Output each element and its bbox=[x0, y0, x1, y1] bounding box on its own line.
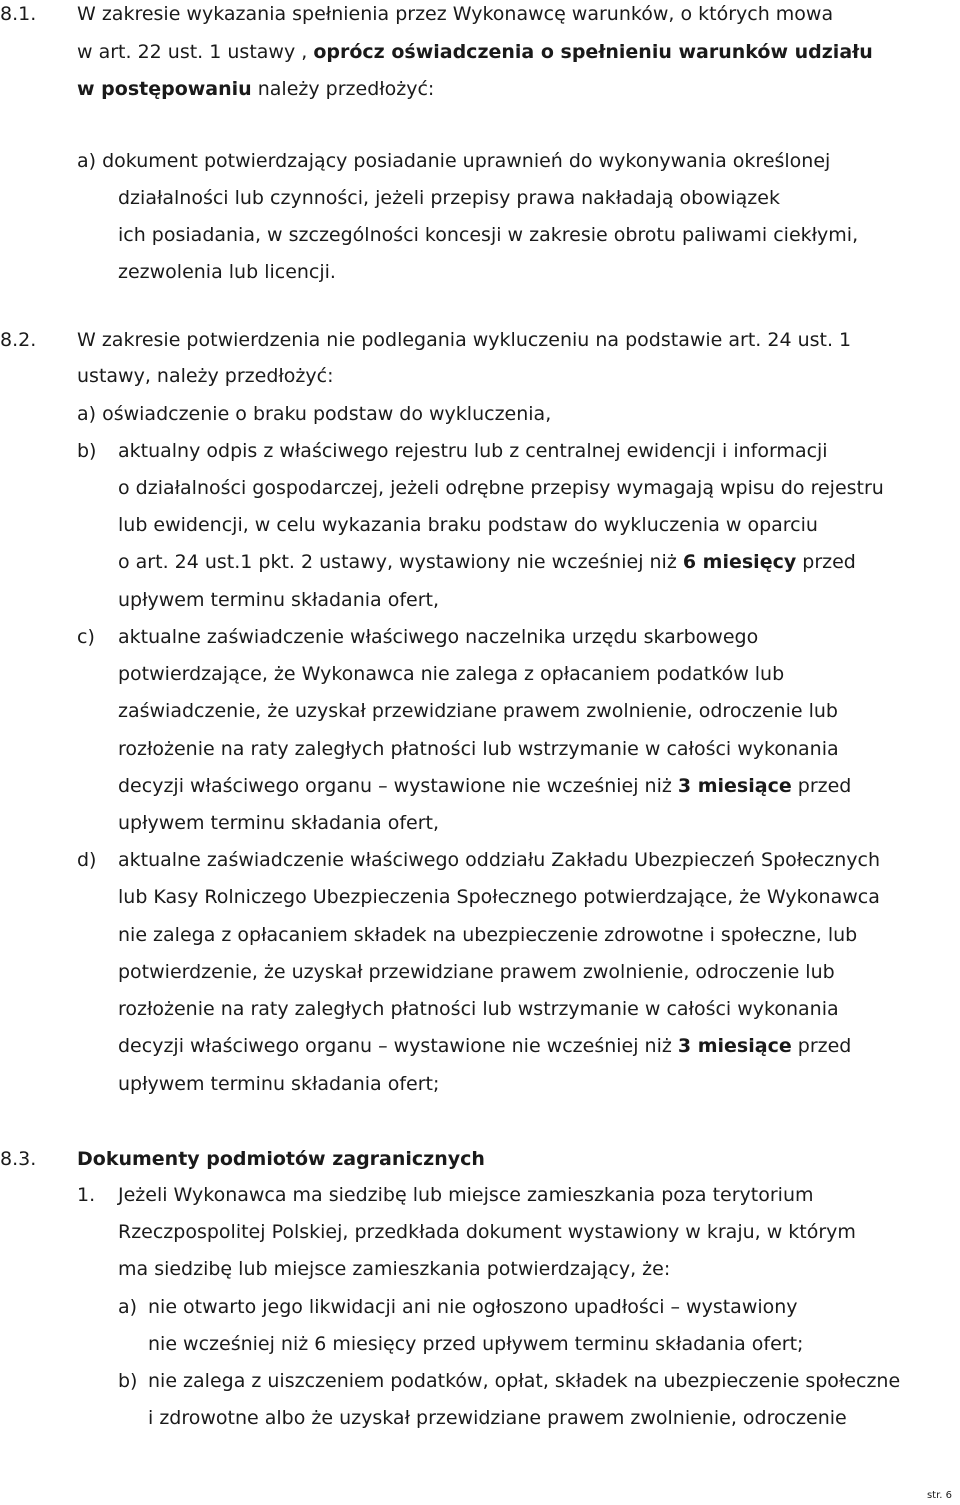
bold-text: 3 miesiące bbox=[677, 775, 792, 797]
text-line: nie wcześniej niż 6 miesięcy przed upływem terminu składania ofert; bbox=[148, 1333, 804, 1355]
text-line: i zdrowotne albo że uzyskał przewidziane prawem zwolnienie, odroczenie bbox=[148, 1407, 847, 1429]
text-line: potwierdzenie, że uzyskał przewidziane prawem zwolnienie, odroczenie lub bbox=[118, 961, 835, 983]
text-line: potwierdzające, że Wykonawca nie zalega z opłacaniem podatków lub bbox=[118, 663, 785, 685]
list-label: b) bbox=[77, 440, 97, 462]
text-line: działalności lub czynności, jeżeli przepisy prawa nakładają obowiązek bbox=[118, 187, 780, 209]
text-line: nie zalega z opłacaniem składek na ubezpieczenie zdrowotne i społeczne, lub bbox=[118, 924, 858, 946]
text-line: o działalności gospodarczej, jeżeli odrębne przepisy wymagają wpisu do rejestru bbox=[118, 477, 884, 499]
list-label: c) bbox=[77, 626, 95, 648]
text: o art. 24 ust.1 pkt. 2 ustawy, wystawiony nie wcześniej niż bbox=[118, 551, 683, 573]
bold-text: oprócz oświadczenia o spełnieniu warunków udziału bbox=[313, 41, 873, 63]
section-number: 8.3. bbox=[0, 1148, 37, 1170]
list-item-a: a) dokument potwierdzający posiadanie uprawnień do wykonywania określonej bbox=[77, 150, 831, 172]
text-line: upływem terminu składania ofert; bbox=[118, 1073, 440, 1095]
text-line: upływem terminu składania ofert, bbox=[118, 589, 440, 611]
text-line bbox=[77, 3, 955, 25]
list-label: 1. bbox=[77, 1184, 96, 1206]
text-line: lub Kasy Rolniczego Ubezpieczenia Społecznego potwierdzające, że Wykonawca bbox=[118, 886, 880, 908]
text-line bbox=[77, 41, 873, 63]
text: przed bbox=[796, 551, 856, 573]
text-line: aktualne zaświadczenie właściwego naczelnika urzędu skarbowego bbox=[118, 626, 759, 648]
text-line: nie otwarto jego likwidacji ani nie ogłoszono upadłości – wystawiony bbox=[148, 1296, 798, 1318]
text: decyzji właściwego organu – wystawione nie wcześniej niż bbox=[118, 1035, 678, 1057]
text-line: zaświadczenie, że uzyskał przewidziane prawem zwolnienie, odroczenie lub bbox=[118, 700, 838, 722]
list-label: d) bbox=[77, 849, 97, 871]
text-line: ma siedzibę lub miejsce zamieszkania potwierdzający, że: bbox=[118, 1258, 671, 1280]
bold-text: 3 miesiące bbox=[677, 1035, 792, 1057]
text: należy przedłożyć: bbox=[251, 78, 435, 100]
text-line: zezwolenia lub licencji. bbox=[118, 261, 336, 283]
list-item-a: a) oświadczenie o braku podstaw do wykluczenia, bbox=[77, 403, 552, 425]
text-line bbox=[118, 551, 856, 573]
section-number: 8.1. bbox=[0, 3, 37, 25]
bold-text: w postępowaniu bbox=[77, 78, 252, 100]
text-line: W zakresie potwierdzenia nie podlegania wykluczeniu na podstawie art. 24 ust. 1 bbox=[77, 329, 852, 351]
text-line: upływem terminu składania ofert, bbox=[118, 812, 440, 834]
text-line: ich posiadania, w szczególności koncesji w zakresie obrotu paliwami ciekłymi, bbox=[118, 224, 859, 246]
text-line: lub ewidencji, w celu wykazania braku podstaw do wykluczenia w oparciu bbox=[118, 514, 818, 536]
text-line: aktualne zaświadczenie właściwego oddziału Zakładu Ubezpieczeń Społecznych bbox=[118, 849, 881, 871]
text-line: ustawy, należy przedłożyć: bbox=[77, 365, 334, 387]
section-heading: Dokumenty podmiotów zagranicznych bbox=[77, 1148, 485, 1170]
bold-text: 6 miesięcy bbox=[682, 551, 797, 573]
text: przed bbox=[791, 775, 852, 797]
text: W zakresie wykazania spełnienia przez Wykonawcę warunków, o których mowa bbox=[77, 3, 834, 25]
text-line bbox=[118, 1035, 851, 1057]
text: w art. 22 ust. 1 ustawy , bbox=[77, 41, 314, 63]
list-label: b) bbox=[118, 1370, 138, 1392]
text-line bbox=[77, 78, 434, 100]
text-line: aktualny odpis z właściwego rejestru lub z centralnej ewidencji i informacji bbox=[118, 440, 828, 462]
text-line: rozłożenie na raty zaległych płatności lub wstrzymanie w całości wykonania bbox=[118, 998, 839, 1020]
text-line: nie zalega z uiszczeniem podatków, opłat, składek na ubezpieczenie społeczne bbox=[148, 1370, 901, 1392]
text: decyzji właściwego organu – wystawione nie wcześniej niż bbox=[118, 775, 678, 797]
text: przed bbox=[791, 1035, 852, 1057]
text-line: Rzeczpospolitej Polskiej, przedkłada dokument wystawiony w kraju, w którym bbox=[118, 1221, 856, 1243]
section-number: 8.2. bbox=[0, 329, 37, 351]
page-number: str. 6 bbox=[926, 1490, 952, 1501]
text-line: rozłożenie na raty zaległych płatności lub wstrzymanie w całości wykonania bbox=[118, 738, 839, 760]
list-label: a) bbox=[118, 1296, 138, 1318]
text-line bbox=[118, 775, 851, 797]
text-line: Jeżeli Wykonawca ma siedzibę lub miejsce zamieszkania poza terytorium bbox=[118, 1184, 814, 1206]
